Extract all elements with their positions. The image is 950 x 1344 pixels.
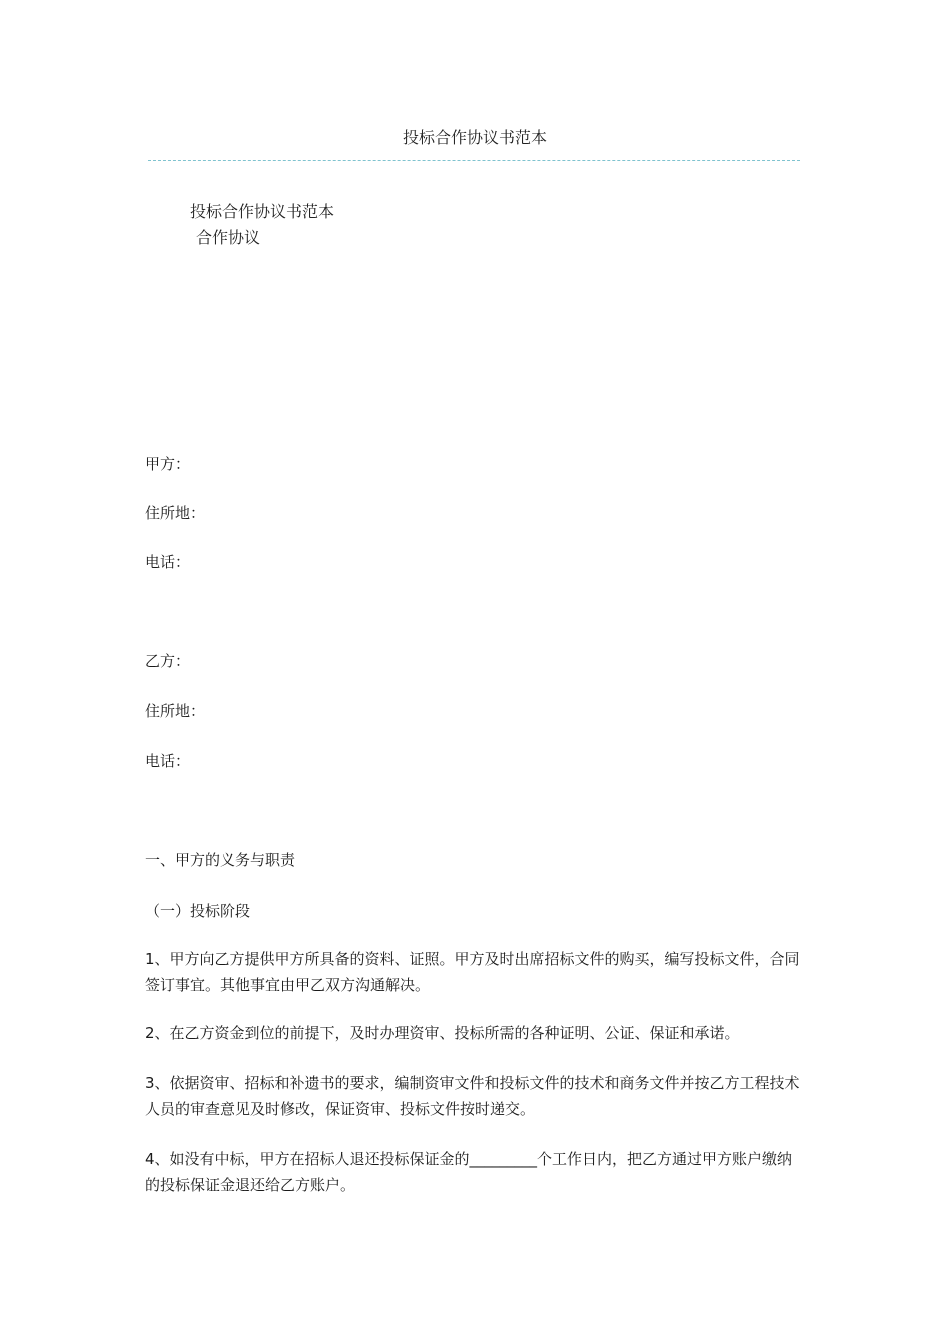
party-b-address: 住所地：: [145, 702, 206, 720]
party-b-phone: 电话：: [145, 752, 191, 770]
section-heading: 一、甲方的义务与职责: [145, 851, 296, 869]
clause-4: 4、如没有中标，甲方在招标人退还投标保证金的_________个工作日内，把乙方通过甲方账户缴纳的投标保证金退还给乙方账户。: [145, 1150, 793, 1194]
party-b-label: 乙方：: [145, 652, 191, 670]
party-a-address: 住所地：: [145, 504, 206, 522]
party-a-label: 甲方：: [145, 455, 191, 473]
document-subtitle: 合作协议: [196, 228, 261, 247]
clause-3: 3、依据资审、招标和补遗书的要求，编制资审文件和投标文件的技术和商务文件并按乙方工程技术人员的审查意见及时修改，保证资审、投标文件按时递交。: [145, 1074, 800, 1118]
party-a-phone: 电话：: [145, 553, 191, 571]
clause-1: 1、甲方向乙方提供甲方所具备的资料、证照。甲方及时出席招标文件的购买，编写投标文件，合同签订事宜。其他事宜由甲乙双方沟通解决。: [145, 950, 800, 994]
header-divider: [148, 160, 800, 161]
subsection-heading: （一）投标阶段: [145, 902, 251, 920]
header-title: 投标合作协议书范本: [402, 128, 547, 147]
document-title: 投标合作协议书范本: [190, 202, 335, 221]
clause-2: 2、在乙方资金到位的前提下，及时办理资审、投标所需的各种证明、公证、保证和承诺。: [145, 1024, 740, 1042]
